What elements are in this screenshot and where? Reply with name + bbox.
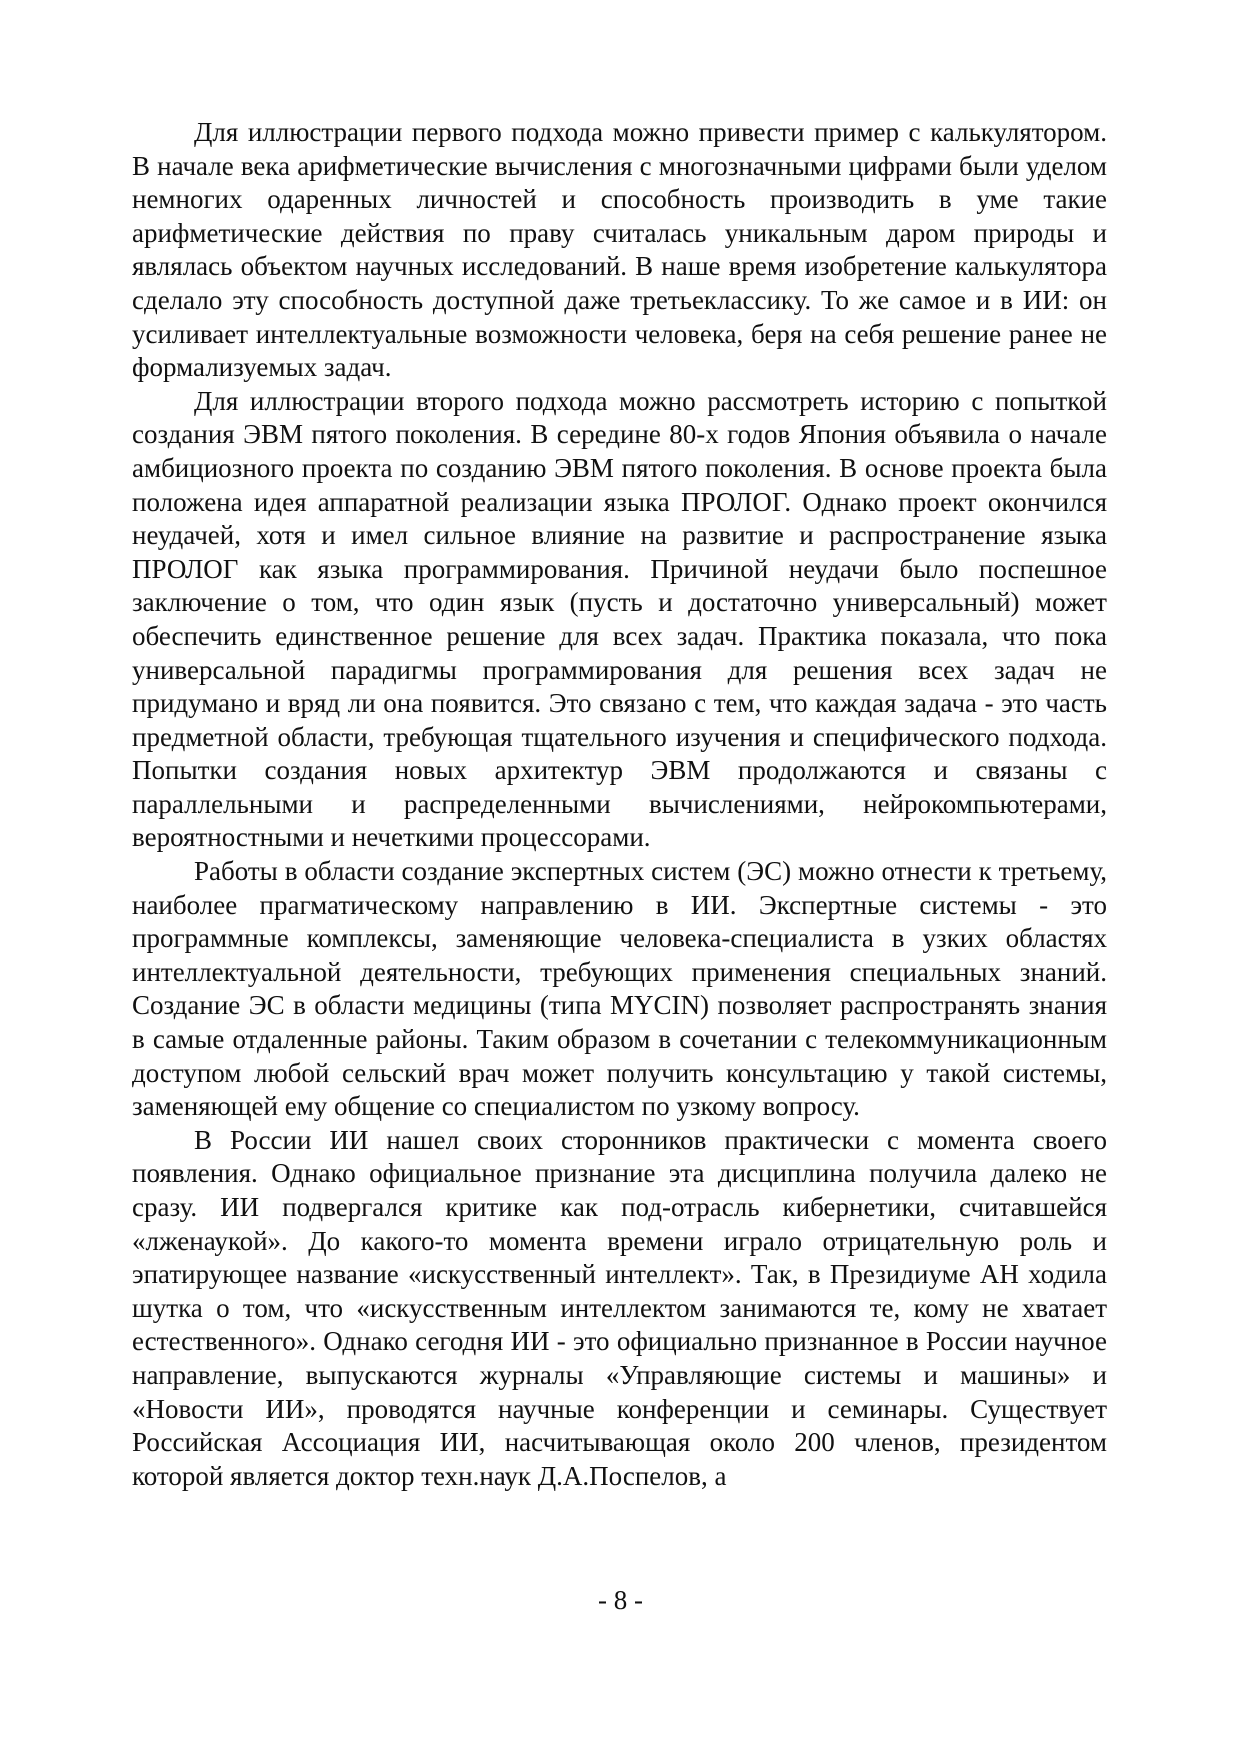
- page-body: [132, 116, 1107, 1493]
- paragraph-ai-in-russia: В России ИИ нашел своих сторонников практически с момента своего появления. Однако официальное признание эта дисциплина получила далеко не сразу. ИИ подвергался критике как под-отрасль кибернетики, считавшейся «лженаукой». До какого-то момента времени играло отрицательную роль и эпатирующее название «искусственный интеллект». Так, в Президиуме АН ходила шутка о том, что «искусственным интеллектом занимаются те, кому не хватает естественного». Однако сегодня ИИ - это официально признанное в России научное направление, выпускаются журналы «Управляющие системы и машины» и «Новости ИИ», проводятся научные конференции и семинары. Существует Российская Ассоциация ИИ, насчитывающая около 200 членов, президентом которой является доктор техн.наук Д.А.Поспелов, а: [132, 1124, 1107, 1491]
- page-number: - 8 -: [598, 1585, 643, 1615]
- paragraph-expert-systems: Работы в области создание экспертных систем (ЭС) можно отнести к третьему, наиболее прагматическому направлению в ИИ. Экспертные системы - это программные комплексы, заменяющие человека-специалиста в узких областях интеллектуальной деятельности, требующих применения специальных знаний. Создание ЭС в области медицины (типа MYCIN) позволяет распространять знания в самые отдаленные районы. Таким образом в сочетании с телекоммуникационным доступом любой сельский врач может получить консультацию у такой системы, заменяющей ему общение со специалистом по узкому вопросу.: [132, 856, 1107, 1122]
- paragraph-fifth-generation: Для иллюстрации второго подхода можно рассмотреть историю с попыткой создания ЭВМ пятого поколения. В середине 80-х годов Япония объявила о начале амбициозного проекта по созданию ЭВМ пятого поколения. В основе проекта была положена идея аппаратной реализации языка ПРОЛОГ. Однако проект окончился неудачей, хотя и имел сильное влияние на развитие и распространение языка ПРОЛОГ как языка программирования. Причиной неудачи было поспешное заключение о том, что один язык (пусть и достаточно универсальный) может обеспечить единственное решение для всех задач. Практика показала, что пока универсальной парадигмы программирования для решения всех задач не придумано и вряд ли она появится. Это связано с тем, что каждая задача - это часть предметной области, требующая тщательного изучения и специфического подхода. Попытки создания новых архитектур ЭВМ продолжаются и связаны с параллельными и распределенными вычислениями, нейрокомпьютерами, вероятностными и нечеткими процессорами.: [132, 385, 1107, 853]
- paragraph-calculator-example: Для иллюстрации первого подхода можно привести пример с калькулятором. В начале века арифметические вычисления с многозначными цифрами были уделом немногих одаренных личностей и способность производить в уме такие арифметические действия по праву считалась уникальным даром природы и являлась объектом научных исследований. В наше время изобретение калькулятора сделало эту способность доступной даже третьеклассику. То же самое и в ИИ: он усиливает интеллектуальные возможности человека, беря на себя решение ранее не формализуемых задач.: [132, 117, 1107, 383]
